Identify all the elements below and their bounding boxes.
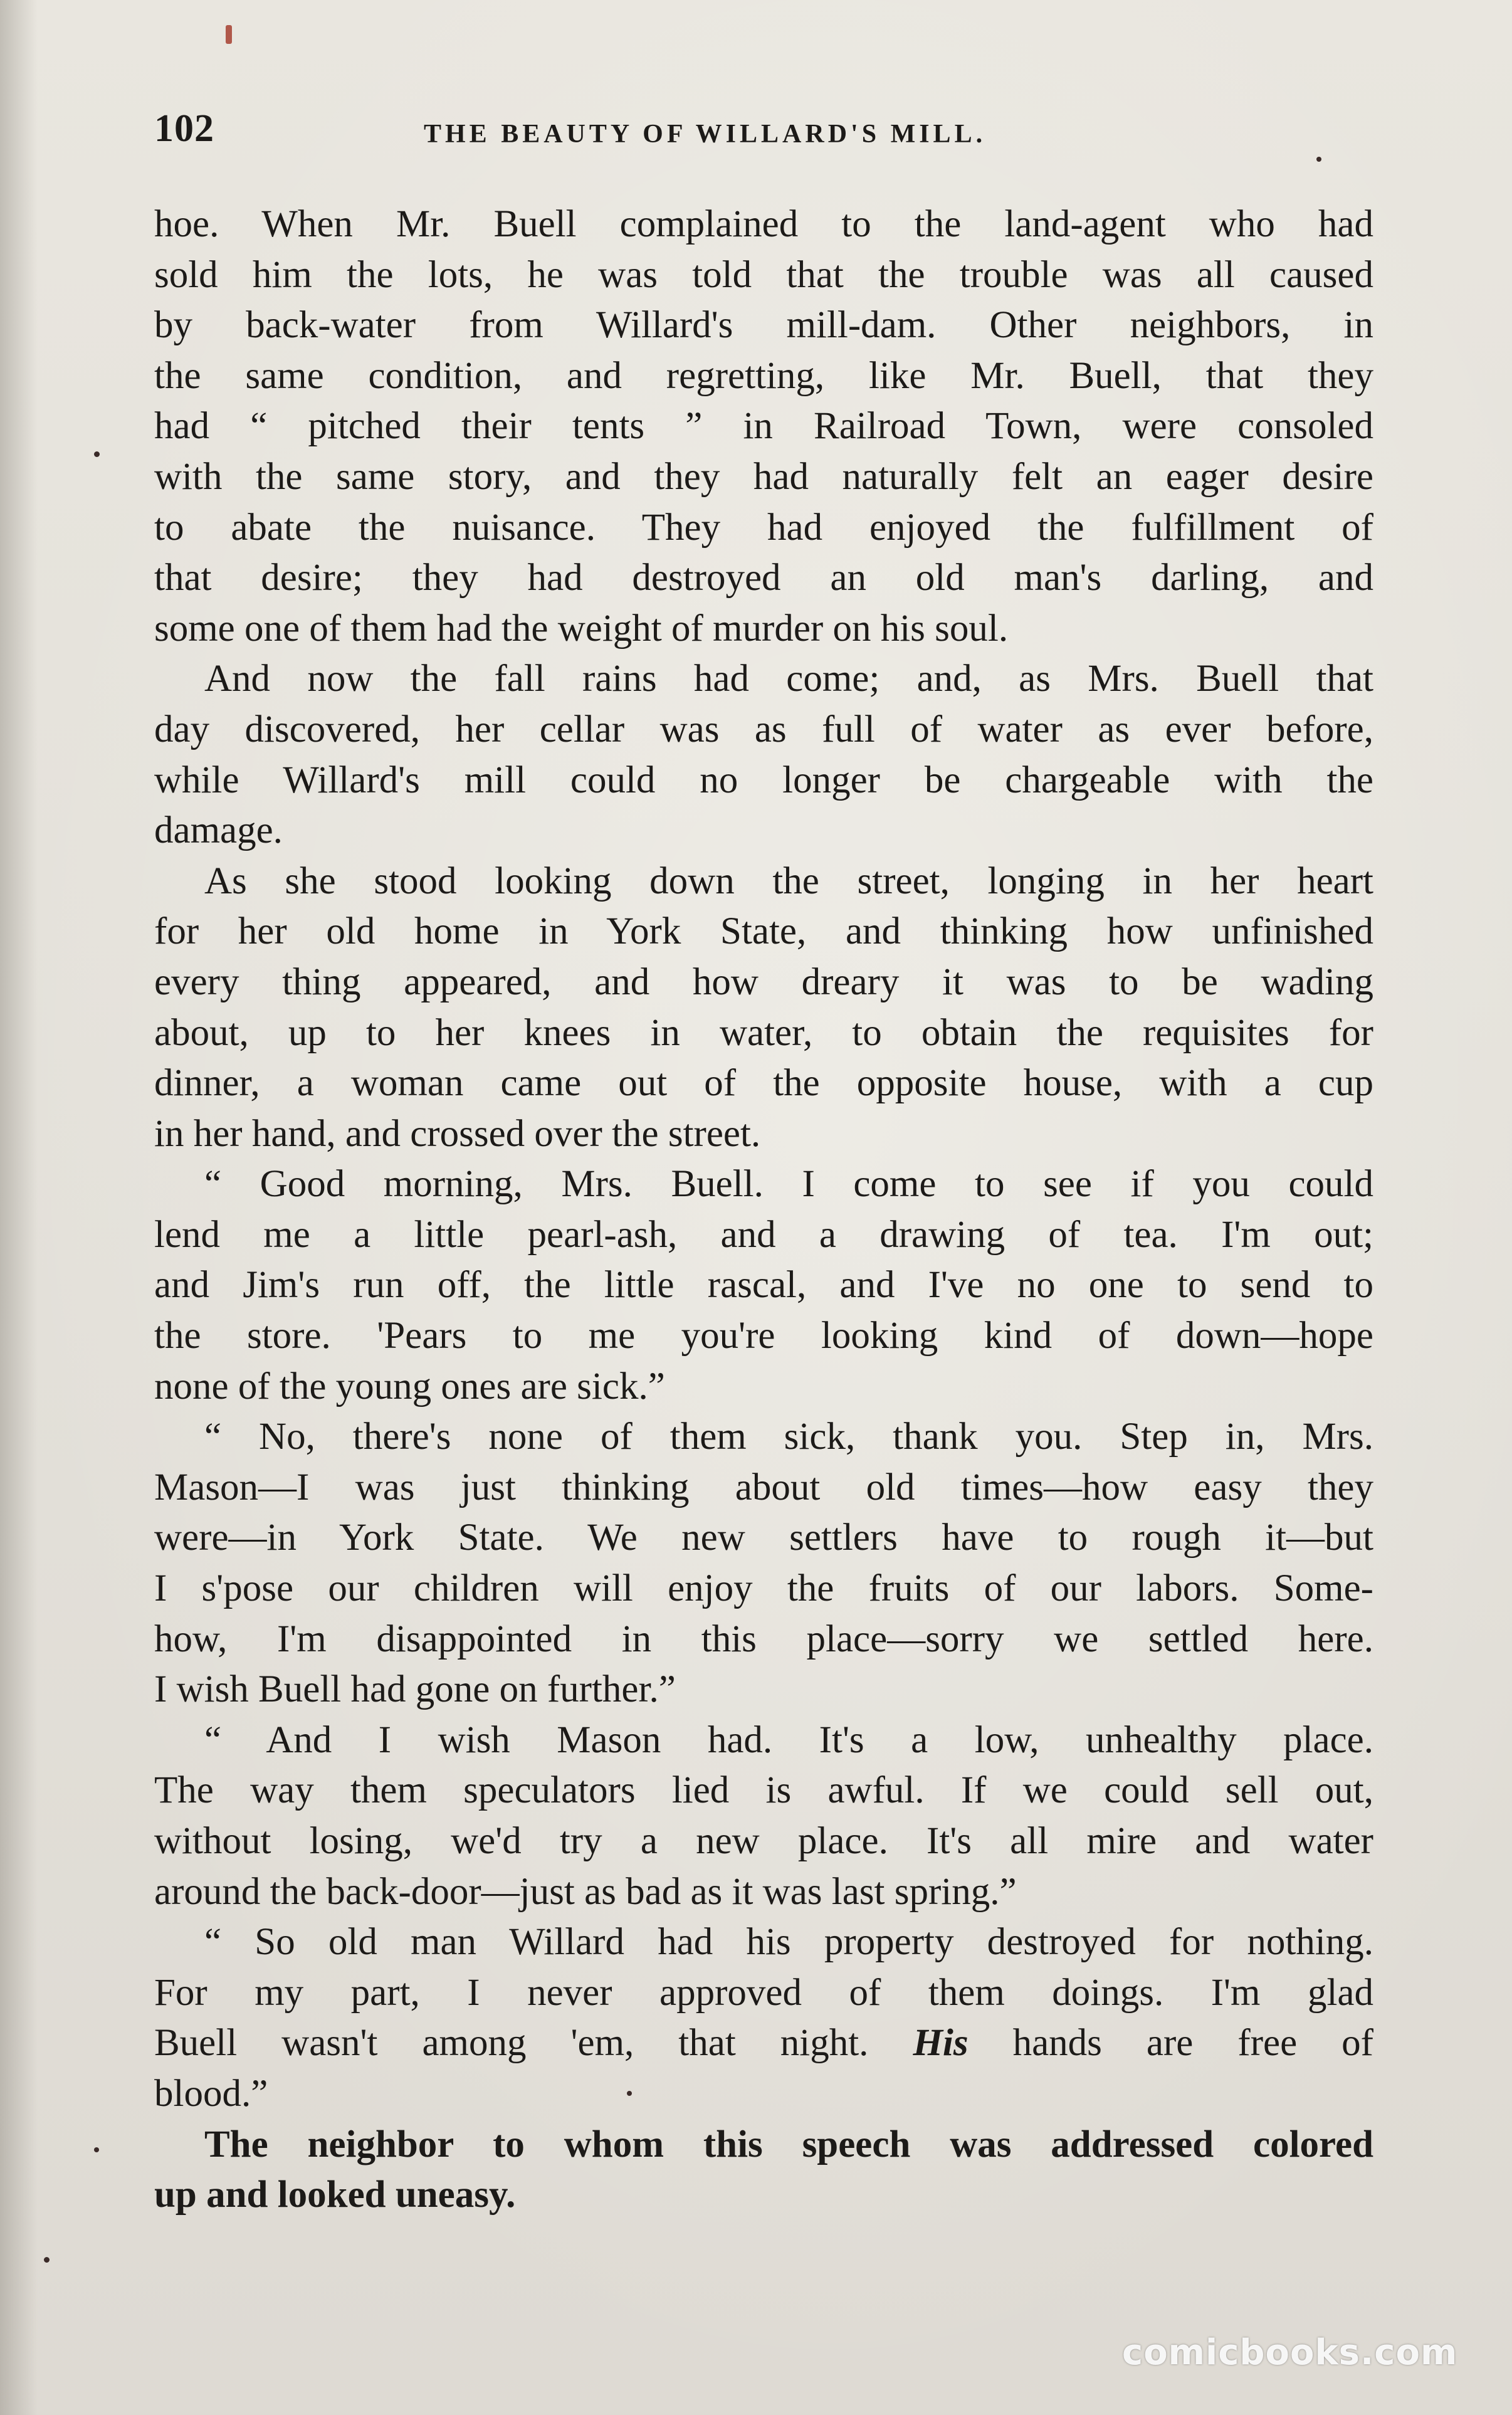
text-line: how, I'm disappointed in this place—sorry we settled here. — [154, 1618, 1373, 1660]
running-title: THE BEAUTY OF WILLARD'S MILL. — [424, 120, 987, 149]
text-line: around the back-door—just as bad as it was last spring.” — [154, 1870, 1017, 1913]
text-line: I s'pose our children will enjoy the fruits of our labors. Some- — [154, 1567, 1373, 1610]
page-speck — [44, 2257, 50, 2263]
text-line: for her old home in York State, and thinking how unfinished — [154, 910, 1373, 953]
text-line: blood.” — [154, 2072, 268, 2115]
text-line: the same condition, and regretting, like Mr. Buell, that they — [154, 354, 1373, 397]
page-header — [154, 107, 1373, 157]
text-line: sold him the lots, he was told that the trouble was all caused — [154, 253, 1373, 296]
text-line: “ No, there's none of them sick, thank you. Step in, Mrs. — [204, 1416, 1373, 1458]
text-line: without losing, we'd try a new place. It's all mire and water — [154, 1820, 1373, 1862]
text-line: lend me a little pearl-ash, and a drawing of tea. I'm out; — [154, 1213, 1373, 1256]
text-line: were—in York State. We new settlers have to rough it—but — [154, 1517, 1373, 1559]
page-speck — [94, 451, 100, 457]
text-line: For my part, I never approved of them doings. I'm glad — [154, 1971, 1373, 2014]
text-line: And now the fall rains had come; and, as Mrs. Buell that — [204, 658, 1373, 700]
page-edge-shadow — [0, 0, 38, 2415]
page-number: 102 — [154, 107, 214, 150]
text-line: with the same story, and they had naturally felt an eager desire — [154, 455, 1373, 498]
text-line: The neighbor to whom this speech was addressed colored — [204, 2123, 1373, 2165]
text-line: had “ pitched their tents ” in Railroad Town, were consoled — [154, 405, 1373, 448]
text-line: up and looked uneasy. — [154, 2174, 516, 2216]
text-line: I wish Buell had gone on further.” — [154, 1668, 676, 1711]
text-line: the store. 'Pears to me you're looking kind of down—hope — [154, 1315, 1373, 1357]
text-line: in her hand, and crossed over the street. — [154, 1112, 761, 1155]
text-line: some one of them had the weight of murder on his soul. — [154, 607, 1009, 650]
text-line: As she stood looking down the street, longing in her heart — [204, 860, 1373, 902]
text-line-part: hands are free of — [1012, 2022, 1373, 2065]
text-line: and Jim's run off, the little rascal, and I've no one to send to — [154, 1264, 1373, 1307]
page-speck — [1316, 157, 1321, 162]
text-line: to abate the nuisance. They had enjoyed the fulfillment of — [154, 506, 1373, 549]
text-line: dinner, a woman came out of the opposite house, with a cup — [154, 1062, 1373, 1105]
text-line: Mason—I was just thinking about old times—how easy they — [154, 1466, 1373, 1508]
site-watermark: comicbooks.com — [1122, 2332, 1458, 2373]
text-line: hoe. When Mr. Buell complained to the land-agent who had — [154, 203, 1373, 245]
emphasized-word: His — [913, 2022, 969, 2065]
text-line: none of the young ones are sick.” — [154, 1365, 665, 1407]
text-line: that desire; they had destroyed an old man's darling, and — [154, 557, 1373, 599]
text-line — [154, 2018, 1373, 2069]
text-line: “ Good morning, Mrs. Buell. I come to see if you could — [204, 1163, 1373, 1206]
text-line: every thing appeared, and how dreary it was to be wading — [154, 960, 1373, 1003]
page-speck — [627, 2091, 632, 2096]
text-line: about, up to her knees in water, to obtain the requisites for — [154, 1011, 1373, 1054]
body-text — [154, 199, 1373, 2221]
page-speck — [226, 25, 232, 44]
text-line: “ So old man Willard had his property destroyed for nothing. — [204, 1921, 1373, 1964]
text-line: The way them speculators lied is awful. If we could sell out, — [154, 1769, 1373, 1812]
page-speck — [94, 2147, 99, 2152]
text-line: “ And I wish Mason had. It's a low, unhealthy place. — [204, 1718, 1373, 1761]
text-line: while Willard's mill could no longer be chargeable with the — [154, 759, 1373, 801]
text-line: damage. — [154, 809, 283, 852]
text-line: by back-water from Willard's mill-dam. Other neighbors, in — [154, 304, 1373, 347]
text-line-part: Buell wasn't among 'em, that night. — [154, 2022, 869, 2065]
text-line: day discovered, her cellar was as full of water as ever before, — [154, 708, 1373, 750]
